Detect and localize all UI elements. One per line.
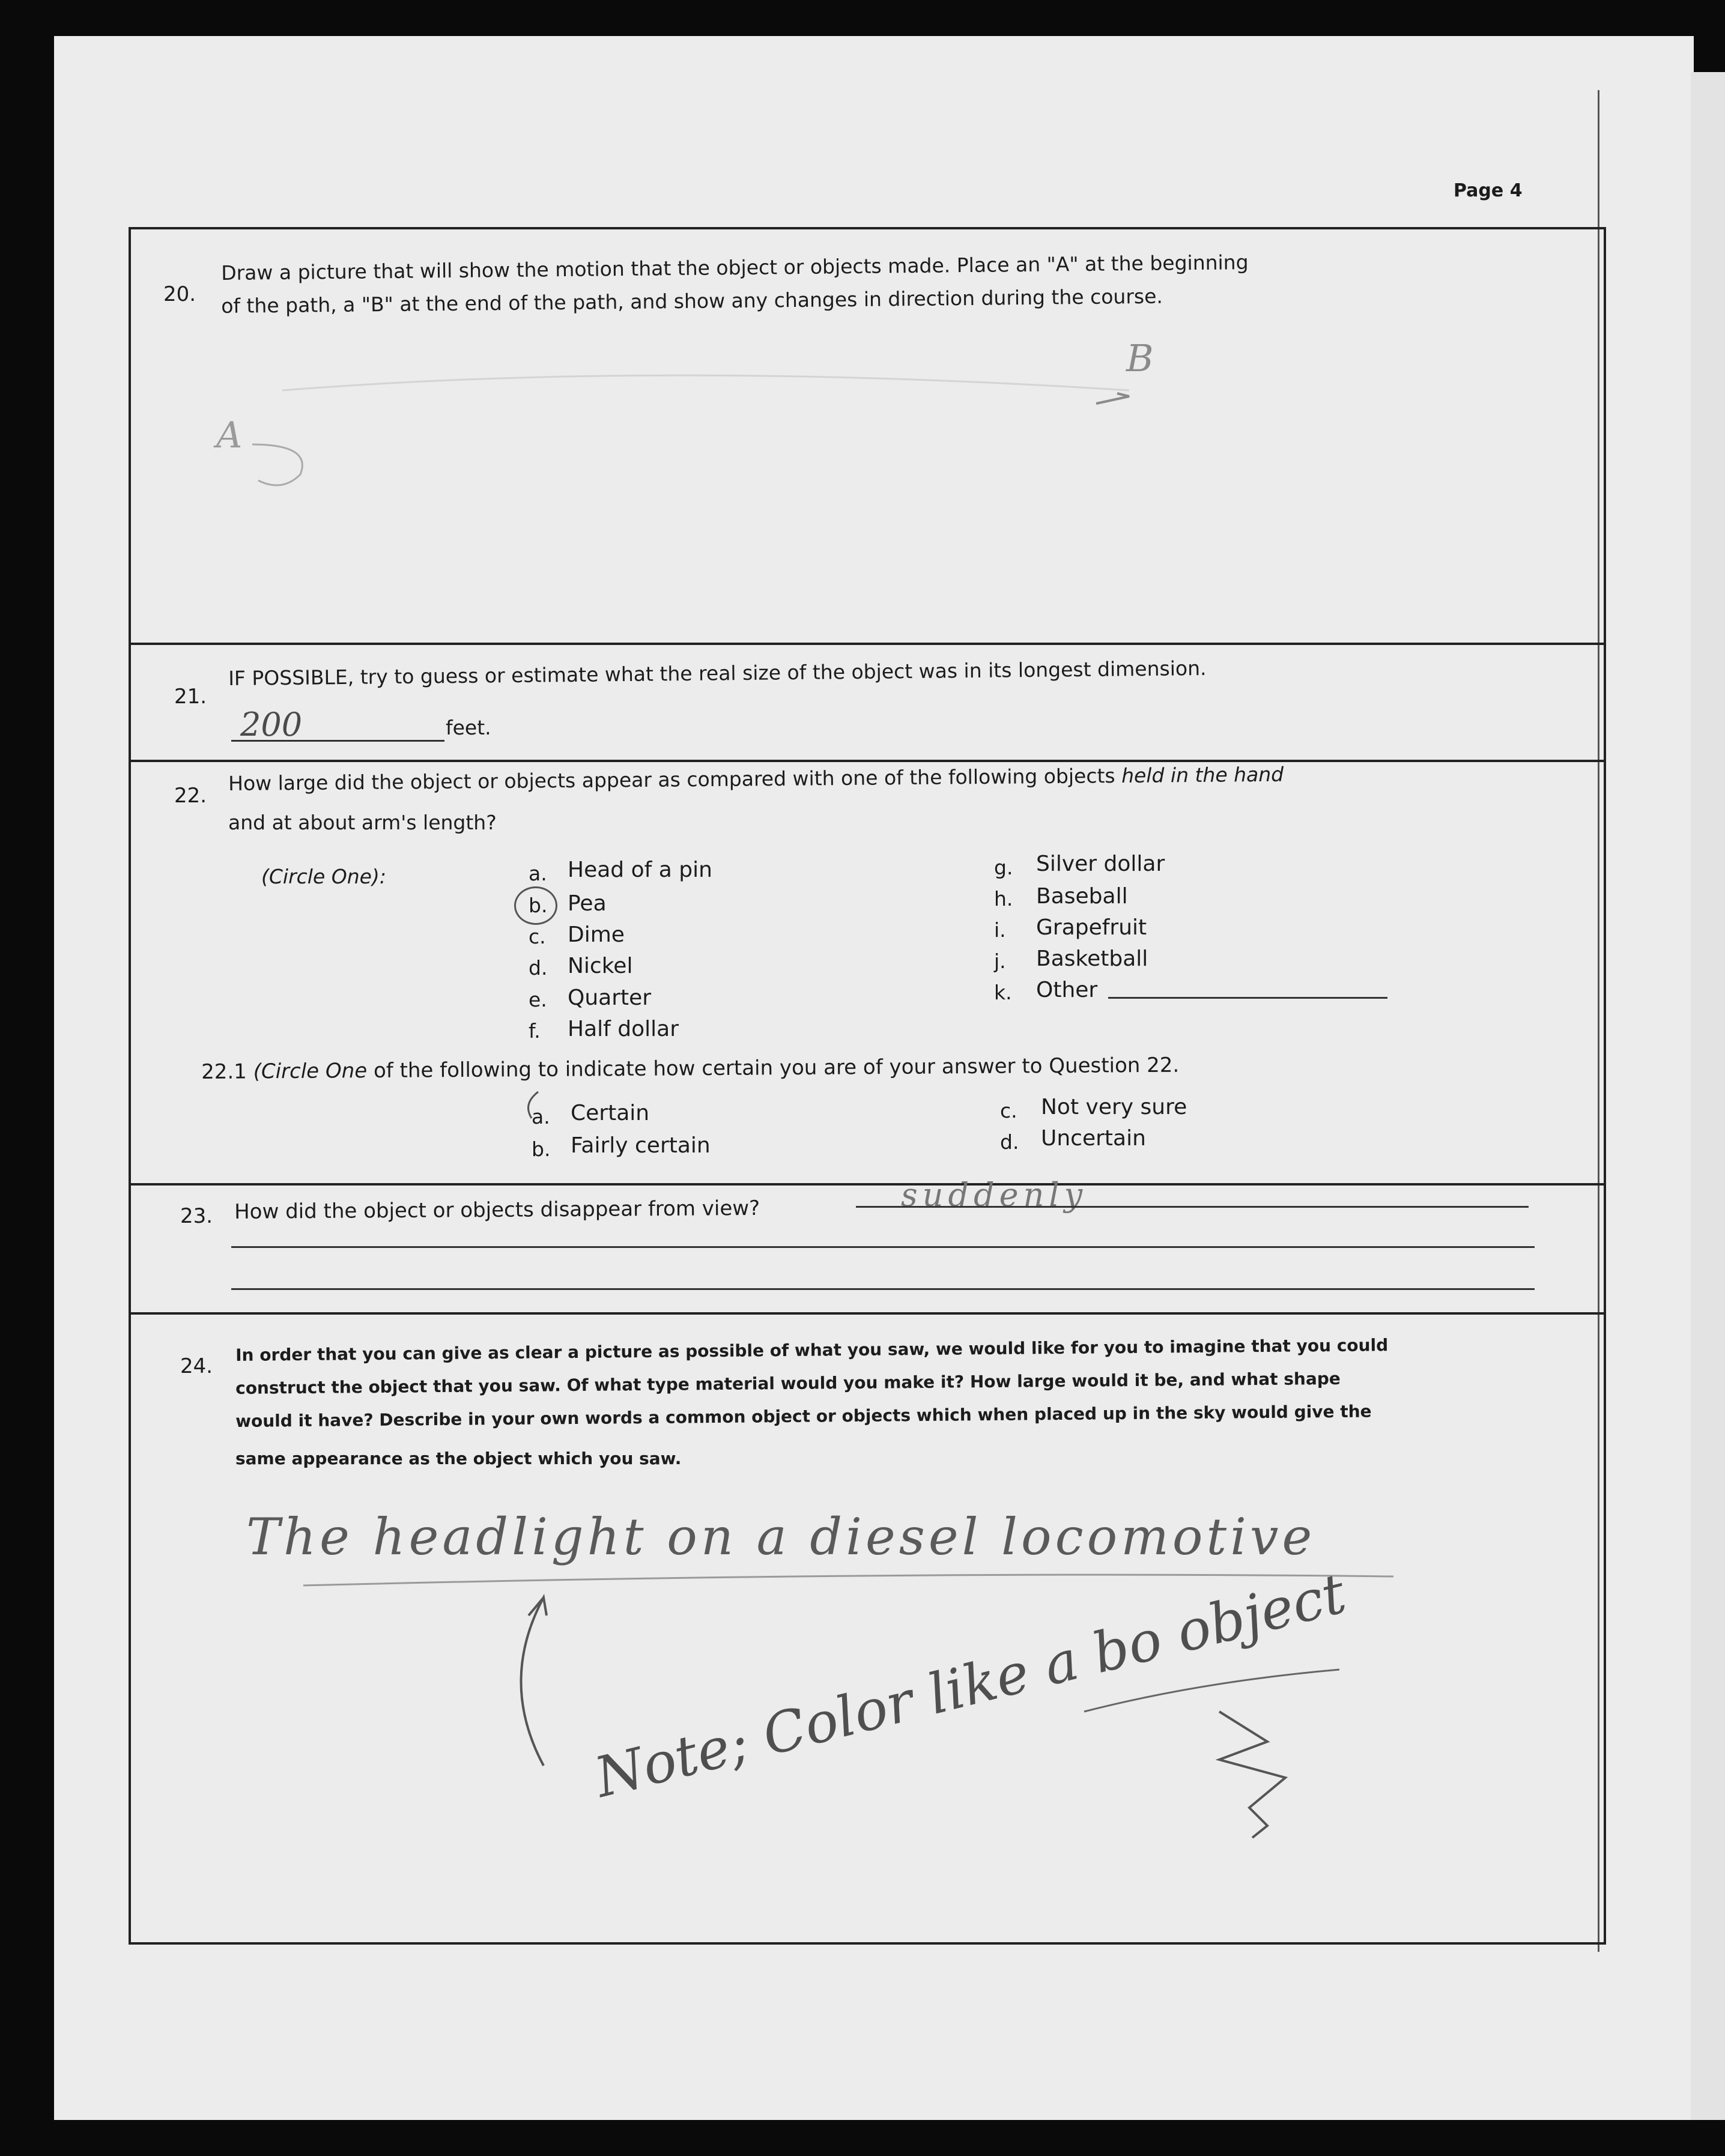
q22-option-b-letter: b. [529, 894, 548, 917]
q22-circle-one: (Circle One): [261, 865, 386, 888]
q24-line1: In order that you can give as clear a picture as possible of what you saw, we would like for you to imagine that you could [235, 1335, 1389, 1365]
q22-option-g-letter: g. [994, 856, 1013, 879]
q20-number: 20. [163, 282, 196, 306]
page-number: Page 4 [1454, 180, 1523, 201]
q23-answer: suddenly [901, 1176, 1088, 1214]
q24-line4: same appearance as the object which you saw. [235, 1449, 682, 1468]
q22-1-option-a-letter: a. [532, 1105, 550, 1128]
q22-option-c-label: Dime [568, 922, 625, 947]
q22-option-k-label: Other [1036, 978, 1098, 1002]
q21-number: 21. [174, 685, 207, 709]
q22-option-k-letter: k. [994, 981, 1012, 1004]
q21-text: IF POSSIBLE, try to guess or estimate what the real size of the object was in its longest dimension. [228, 656, 1207, 690]
q24-line2: construct the object that you saw. Of what type material would you make it? How large would it be, and what shape [235, 1368, 1341, 1398]
q22-option-j-letter: j. [994, 949, 1006, 973]
q22-option-h-label: Baseball [1036, 884, 1128, 909]
q21-unit: feet. [446, 716, 491, 739]
q22-1-option-b-letter: b. [532, 1137, 551, 1161]
q22-option-f-label: Half dollar [568, 1017, 679, 1041]
q22-1-text: of the following to indicate how certain you are of your answer to Question 22. [367, 1053, 1180, 1083]
q20-sketch-label-a: A [216, 414, 243, 456]
q22-option-h-letter: h. [994, 887, 1013, 910]
q20-line2: of the path, a "B" at the end of the path, and show any changes in direction during the course. [221, 284, 1163, 318]
q22-option-a-label: Head of a pin [568, 858, 712, 882]
q22-option-i-letter: i. [994, 918, 1006, 942]
q24-number: 24. [180, 1354, 213, 1378]
q20-line1: Draw a picture that will show the motion that the object or objects made. Place an "A" at the beginning [221, 250, 1249, 285]
q22-1-option-b-label: Fairly certain [571, 1133, 711, 1158]
q22-1-option-c-label: Not very sure [1041, 1095, 1187, 1119]
q22-option-f-letter: f. [529, 1019, 541, 1043]
q24-answer-line1: The headlight on a diesel locomotive [246, 1507, 1316, 1566]
q22-1-option-c-letter: c. [1000, 1099, 1017, 1122]
q24-line3: would it have? Describe in your own words a common object or objects which when placed up in the sky would give the [235, 1401, 1372, 1431]
q22-line1-text: How large did the object or objects appear as compared with one of the following objects [228, 764, 1122, 795]
q22-option-a-letter: a. [529, 862, 547, 885]
q22-option-i-label: Grapefruit [1036, 915, 1147, 940]
q23-number: 23. [180, 1204, 213, 1228]
q22-1-text-italic: (Circle One [253, 1059, 368, 1084]
q22-number: 22. [174, 784, 207, 808]
q22-option-c-letter: c. [529, 925, 546, 948]
q24-answer-line2: Note; Color like a bo object [589, 1561, 1352, 1810]
q22-option-b-label: Pea [568, 891, 607, 916]
q21-answer: 200 [240, 706, 303, 743]
q22-1-option-d-label: Uncertain [1041, 1126, 1146, 1151]
q22-option-e-label: Quarter [568, 986, 652, 1010]
q22-1-option-a-label: Certain [571, 1101, 650, 1125]
q23-text: How did the object or objects disappear from view? [234, 1196, 760, 1224]
q22-1-number: 22.1 [201, 1059, 247, 1084]
q22-line2: and at about arm's length? [228, 811, 497, 834]
q22-1-option-d-letter: d. [1000, 1130, 1019, 1154]
q22-option-g-label: Silver dollar [1036, 852, 1165, 876]
q22-option-d-letter: d. [529, 956, 548, 980]
q22-option-e-letter: e. [529, 988, 547, 1011]
q20-sketch-label-b: B [1126, 336, 1154, 380]
q22-line1-italic: held in the hand [1121, 762, 1284, 788]
q22-option-d-label: Nickel [568, 954, 633, 978]
q22-option-j-label: Basketball [1036, 946, 1148, 971]
